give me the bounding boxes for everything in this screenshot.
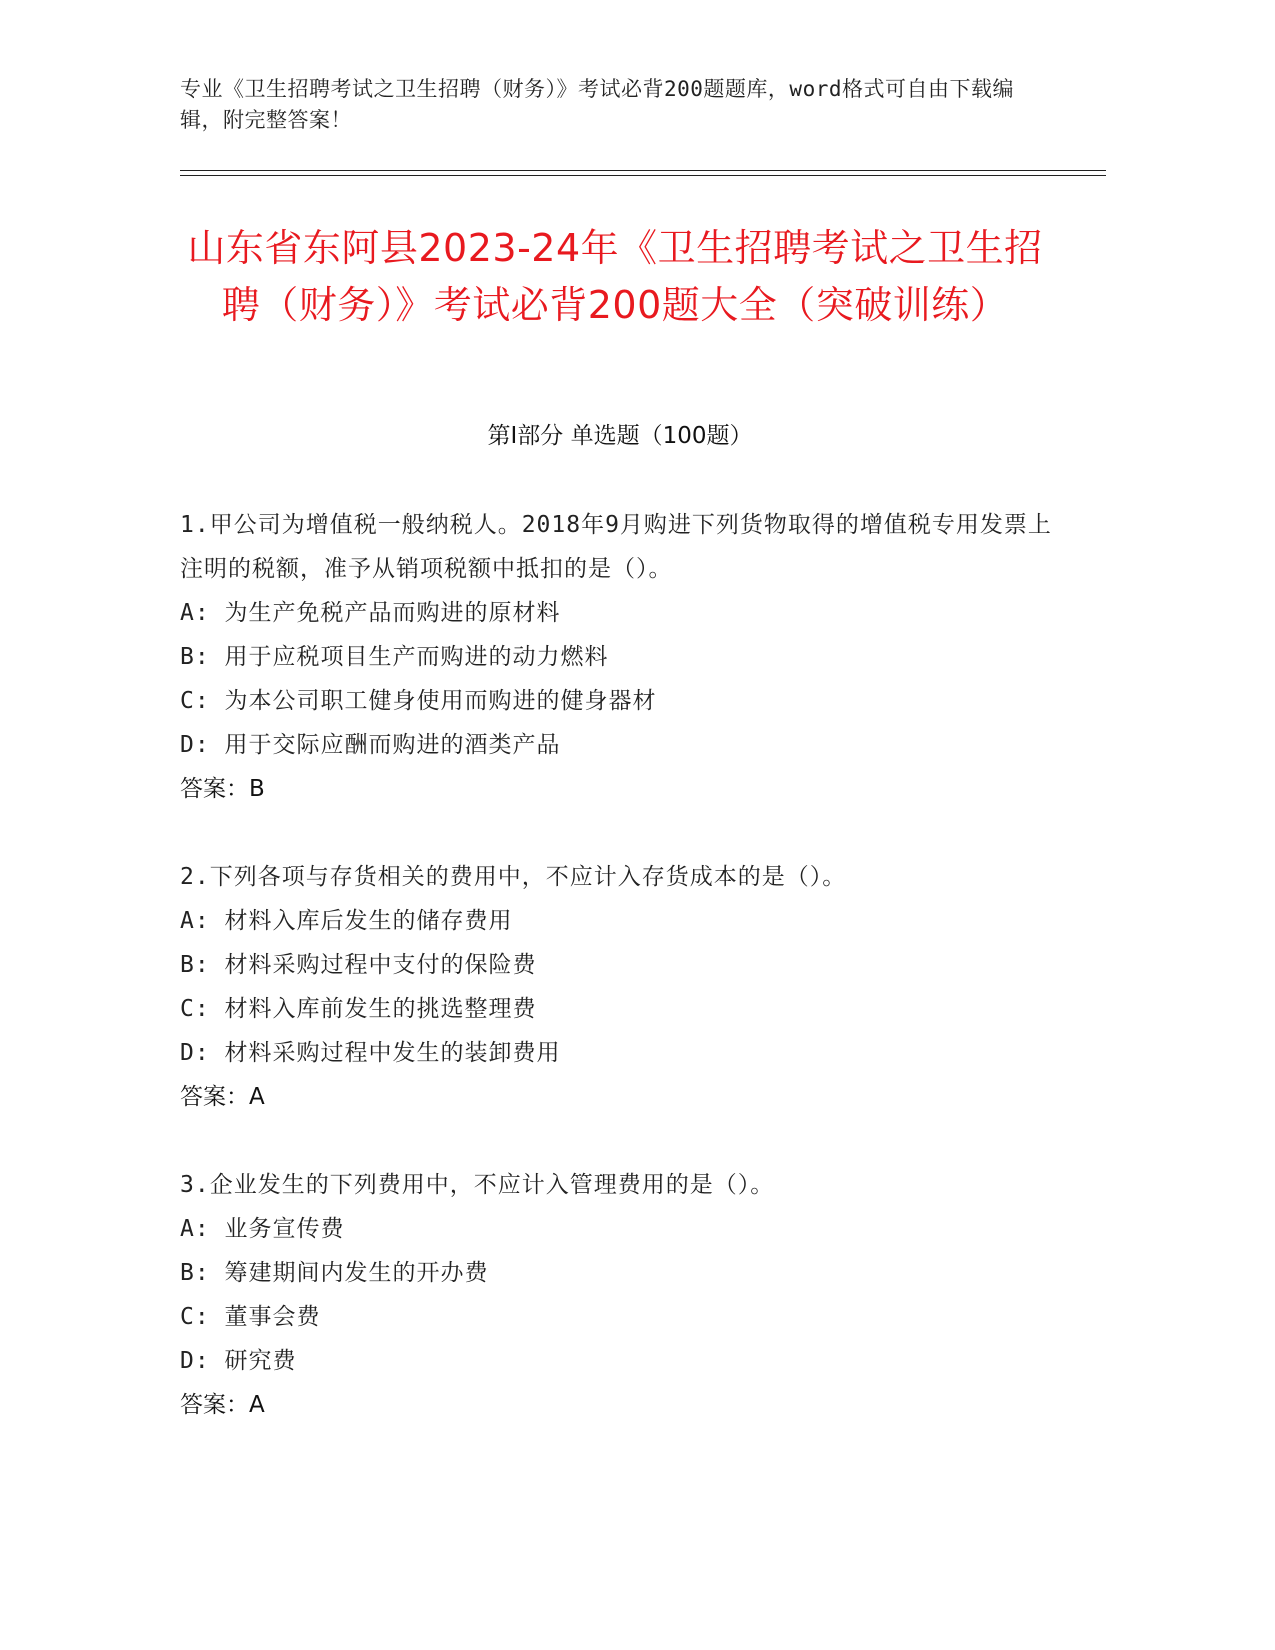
- option-a: A: 材料入库后发生的储存费用: [180, 908, 513, 934]
- question-stem: 2.下列各项与存货相关的费用中，不应计入存货成本的是（）。: [180, 864, 847, 890]
- question-3: [180, 1163, 1060, 1427]
- section-title: 第Ⅰ部分 单选题（100题）: [487, 423, 753, 449]
- document-title: 山东省东阿县2023-24年《卫生招聘考试之卫生招聘（财务）》考试必背200题大全（突破训练）: [187, 226, 1043, 327]
- option-b: B: 筹建期间内发生的开办费: [180, 1260, 489, 1286]
- option-d: D: 材料采购过程中发生的装卸费用: [180, 1040, 561, 1066]
- answer: 答案：A: [180, 1392, 265, 1418]
- option-c: C: 董事会费: [180, 1304, 321, 1330]
- answer: 答案：A: [180, 1084, 265, 1110]
- option-c: C: 为本公司职工健身使用而购进的健身器材: [180, 688, 657, 714]
- header-note: 专业《卫生招聘考试之卫生招聘（财务）》考试必背200题题库，word格式可自由下载编辑，附完整答案！: [180, 77, 1014, 132]
- option-d: D: 用于交际应酬而购进的酒类产品: [180, 732, 561, 758]
- question-stem: 3.企业发生的下列费用中，不应计入管理费用的是（）。: [180, 1172, 775, 1198]
- question-stem: 1.甲公司为增值税一般纳税人。2018年9月购进下列货物取得的增值税专用发票上注明的税额，准予从销项税额中抵扣的是（）。: [180, 512, 1052, 582]
- question-1: [180, 503, 1060, 811]
- option-b: B: 材料采购过程中支付的保险费: [180, 952, 537, 978]
- option-c: C: 材料入库前发生的挑选整理费: [180, 996, 537, 1022]
- option-a: A: 业务宣传费: [180, 1216, 345, 1242]
- option-a: A: 为生产免税产品而购进的原材料: [180, 600, 561, 626]
- answer: 答案：B: [180, 776, 265, 802]
- question-2: [180, 855, 1060, 1119]
- question-list: [180, 503, 1060, 1471]
- header-divider-bottom: [180, 175, 1106, 176]
- option-d: D: 研究费: [180, 1348, 297, 1374]
- option-b: B: 用于应税项目生产而购进的动力燃料: [180, 644, 609, 670]
- header-divider-top: [180, 170, 1106, 171]
